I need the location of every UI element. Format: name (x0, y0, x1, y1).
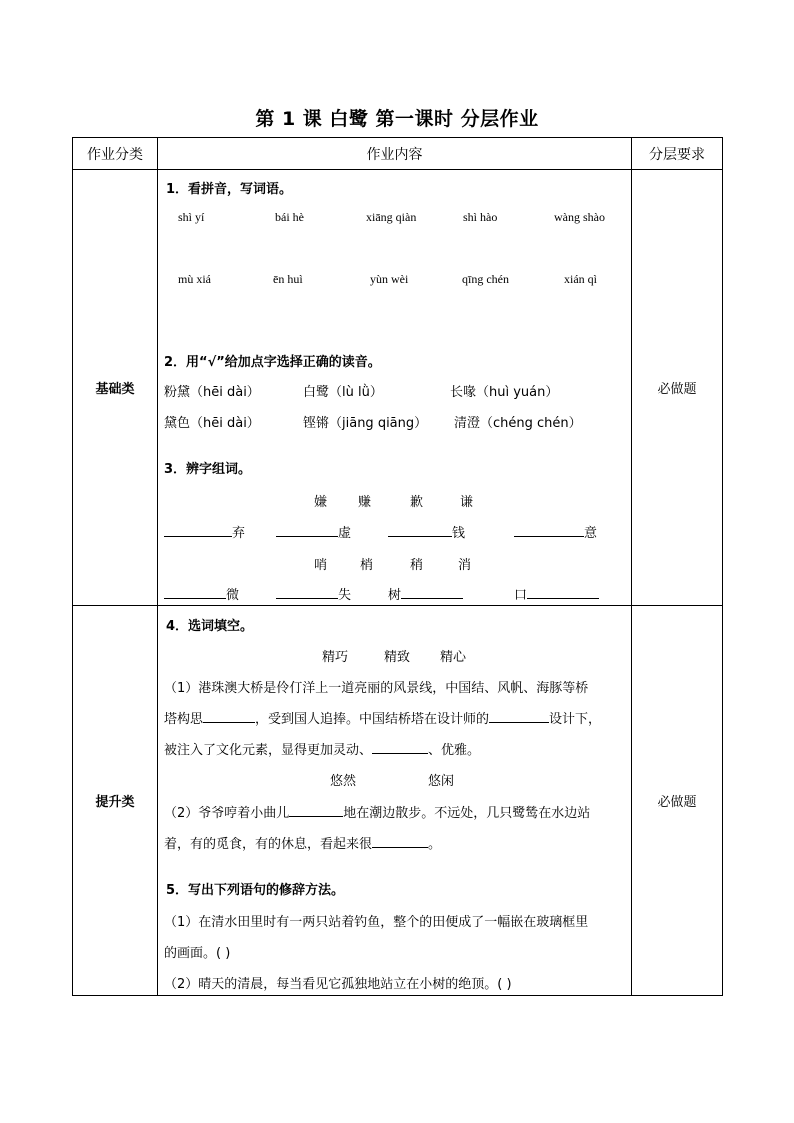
answer-blank[interactable] (276, 524, 338, 537)
text: 、优雅。 (428, 743, 481, 758)
fill-char: 弃 (232, 526, 246, 541)
answer-blank[interactable] (372, 741, 428, 754)
requirement-basic: 必做题 (632, 170, 723, 606)
q3-char-7: 稍 (410, 558, 424, 573)
pinyin-5: wàng shào (554, 210, 605, 224)
fill-char: 口 (514, 588, 528, 603)
q3-fill-3 (388, 522, 465, 541)
header-content: 作业内容 (158, 138, 632, 170)
category-basic: 基础类 (73, 170, 158, 606)
text: 着，有的觅食，有的休息，看起来很 (164, 837, 373, 852)
q4-p1-line3 (164, 739, 480, 758)
text: 被注入了文化元素，显得更加灵动、 (164, 743, 373, 758)
fill-char: 微 (226, 588, 240, 603)
q2-item-6: 清澄（chéng chén） (454, 416, 582, 431)
answer-blank[interactable] (164, 524, 232, 537)
text: （2）爷爷哼着小曲儿 (164, 806, 290, 821)
q4-option-2: 精致 (384, 650, 411, 665)
q3-char-6: 梢 (360, 558, 374, 573)
q3-fill-5 (164, 584, 239, 603)
text: ，受到国人追捧。中国结桥塔在设计师的 (255, 712, 490, 727)
answer-blank[interactable] (203, 710, 255, 723)
text: 塔构思 (164, 712, 204, 727)
answer-blank[interactable] (372, 835, 428, 848)
q3-char-8: 消 (458, 558, 472, 573)
q4-option-5: 悠闲 (428, 774, 455, 789)
q3-fill-6 (276, 584, 351, 603)
header-category: 作业分类 (73, 138, 158, 170)
pinyin-7: ēn huì (273, 272, 303, 286)
pinyin-1: shì yí (178, 210, 205, 224)
q1-title: 1．看拼音，写词语。 (166, 182, 293, 197)
answer-blank[interactable] (527, 586, 599, 599)
q3-fill-1 (164, 522, 245, 541)
category-advanced: 提升类 (73, 606, 158, 996)
answer-blank[interactable] (514, 524, 584, 537)
fill-char: 虚 (338, 526, 352, 541)
requirement-advanced: 必做题 (632, 606, 723, 996)
q4-option-1: 精巧 (322, 650, 349, 665)
pinyin-2: bái hè (275, 210, 304, 224)
q2-item-5: 铿锵（jiāng qiāng） (303, 416, 428, 431)
pinyin-4: shì hào (463, 210, 498, 224)
q4-p1-line1: （1）港珠澳大桥是伶仃洋上一道亮丽的风景线，中国结、风帆、海豚等桥 (164, 681, 589, 696)
answer-blank[interactable] (276, 586, 338, 599)
table-header-row (73, 138, 723, 170)
page-title: 第 1 课 白鹭 第一课时 分层作业 (255, 108, 539, 130)
q4-option-4: 悠然 (330, 774, 357, 789)
q3-char-4: 谦 (460, 495, 474, 510)
pinyin-9: qīng chén (462, 272, 509, 286)
fill-char: 意 (584, 526, 598, 541)
q4-option-3: 精心 (440, 650, 467, 665)
pinyin-8: yùn wèi (370, 272, 409, 286)
answer-blank[interactable] (289, 804, 343, 817)
q3-char-3: 歉 (410, 495, 424, 510)
answer-blank[interactable] (388, 524, 452, 537)
q3-fill-4 (514, 522, 597, 541)
fill-char: 钱 (452, 526, 466, 541)
q5-title: 5．写出下列语句的修辞方法。 (166, 883, 345, 898)
q3-fill-7 (388, 584, 463, 603)
q3-fill-2 (276, 522, 351, 541)
q4-p2-line2 (164, 833, 441, 852)
answer-blank[interactable] (401, 586, 463, 599)
answer-blank[interactable] (489, 710, 549, 723)
content-basic (158, 170, 632, 606)
table-row-basic (73, 170, 723, 606)
q4-title: 4．选词填空。 (166, 619, 254, 634)
q3-char-1: 嫌 (314, 495, 328, 510)
q4-p1-line2 (164, 708, 601, 727)
text: 。 (428, 837, 442, 852)
q2-item-1: 粉黛（hēi dài） (164, 385, 260, 400)
q5-s1-line1: （1）在清水田里时有一两只站着钓鱼，整个的田便成了一幅嵌在玻璃框里 (164, 915, 589, 930)
text: 地在潮边散步。不远处，几只鹭鸶在水边站 (343, 806, 591, 821)
q3-char-5: 哨 (314, 558, 328, 573)
q2-title: 2．用“√”给加点字选择正确的读音。 (164, 355, 381, 370)
q2-item-3: 长喙（huì yuán） (450, 385, 559, 400)
q3-char-2: 赚 (358, 495, 372, 510)
answer-blank[interactable] (164, 586, 226, 599)
pinyin-10: xián qì (564, 272, 597, 286)
fill-char: 树 (388, 588, 402, 603)
q3-fill-8 (514, 584, 599, 603)
header-requirement: 分层要求 (632, 138, 723, 170)
table-row-advanced (73, 606, 723, 996)
q5-s1-line2: 的画面。( ) (164, 946, 231, 961)
q2-item-4: 黛色（hēi dài） (164, 416, 260, 431)
q5-s2: （2）晴天的清晨，每当看见它孤独地站立在小树的绝顶。( ) (164, 977, 512, 992)
text: 设计下， (549, 712, 602, 727)
pinyin-6: mù xiá (178, 272, 211, 286)
homework-table (72, 137, 723, 996)
pinyin-3: xiāng qiàn (366, 210, 417, 224)
q2-item-2: 白鹭（lù lǜ） (303, 385, 383, 400)
q3-title: 3．辨字组词。 (164, 462, 252, 477)
content-advanced (158, 606, 632, 996)
fill-char: 失 (338, 588, 352, 603)
q4-p2-line1 (164, 802, 590, 821)
